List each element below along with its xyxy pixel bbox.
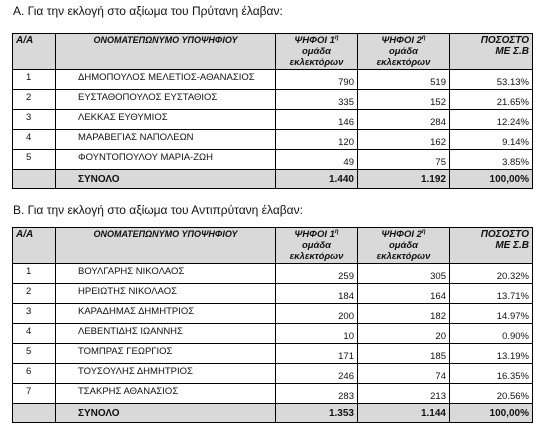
total-votes-group-1: 1.440 <box>276 170 358 189</box>
votes-group-2: 152 <box>358 90 450 110</box>
total-row <box>13 170 533 189</box>
header-votes-group-2: ΨΗΦΟΙ $2^\eta$ ομάδα εκλεκτόρων <box>358 228 450 264</box>
row-number: 1 <box>13 70 56 90</box>
percentage: 9.14% <box>450 130 533 150</box>
votes-group-1: 49 <box>276 150 358 170</box>
percentage: 14.97% <box>450 304 533 324</box>
percentage: 53.13% <box>450 70 533 90</box>
candidate-name: ΚΑΡΑΔΗΜΑΣ ΔΗΜΗΤΡΙΟΣ <box>56 304 276 324</box>
total-percentage: 100,00% <box>450 404 533 423</box>
candidate-name: ΗΡΕΙΩΤΗΣ ΝΙΚΟΛΑΟΣ <box>56 284 276 304</box>
row-number: 2 <box>13 90 56 110</box>
header-aa: Α/Α <box>13 228 56 264</box>
row-number: 2 <box>13 284 56 304</box>
header-candidate-name: ΟΝΟΜΑΤΕΠΩΝΥΜΟ ΥΠΟΨΗΦΙΟΥ <box>56 34 276 70</box>
percentage: 13.19% <box>450 344 533 364</box>
candidate-name: ΤΟΥΣΟΥΛΗΣ ΔΗΜΗΤΡΙΟΣ <box>56 364 276 384</box>
row-number: 5 <box>13 150 56 170</box>
votes-group-1: 790 <box>276 70 358 90</box>
row-number: 3 <box>13 110 56 130</box>
table-row <box>13 344 533 364</box>
total-blank-cell <box>13 170 56 189</box>
table-header-row <box>13 228 533 264</box>
percentage: 12.24% <box>450 110 533 130</box>
votes-group-1: 283 <box>276 384 358 404</box>
candidate-name: ΔΗΜΟΠΟΥΛΟΣ ΜΕΛΕΤΙΟΣ-ΑΘΑΝΑΣΙΟΣ <box>56 70 276 90</box>
section-b-title: Β. Για την εκλογή στο αξίωμα του Αντιπρύτανη έλαβαν: <box>13 203 303 217</box>
header-percentage: ΠΟΣΟΣΤΟ ΜΕ Σ.Β <box>450 34 533 70</box>
votes-group-2: 182 <box>358 304 450 324</box>
percentage: 21.65% <box>450 90 533 110</box>
row-number: 4 <box>13 324 56 344</box>
votes-group-1: 200 <box>276 304 358 324</box>
table-row <box>13 364 533 384</box>
candidate-name: ΜΑΡΑΒΕΓΙΑΣ ΝΑΠΟΛΕΩΝ <box>56 130 276 150</box>
votes-group-2: 75 <box>358 150 450 170</box>
percentage: 0.90% <box>450 324 533 344</box>
header-votes-group-2: ΨΗΦΟΙ $2^\eta$ ομάδα εκλεκτόρων <box>358 34 450 70</box>
table-row <box>13 110 533 130</box>
total-label: ΣΥΝΟΛΟ <box>56 404 276 423</box>
row-number: 6 <box>13 364 56 384</box>
total-label: ΣΥΝΟΛΟ <box>56 170 276 189</box>
rector-results-table <box>12 33 533 189</box>
table-row <box>13 324 533 344</box>
section-a-title: Α. Για την εκλογή στο αξίωμα του Πρύτανη έλαβαν: <box>13 4 283 18</box>
table-row <box>13 150 533 170</box>
total-votes-group-1: 1.353 <box>276 404 358 423</box>
table-row <box>13 264 533 284</box>
percentage: 20.32% <box>450 264 533 284</box>
candidate-name: ΒΟΥΛΓΑΡΗΣ ΝΙΚΟΛΑΟΣ <box>56 264 276 284</box>
header-candidate-name: ΟΝΟΜΑΤΕΠΩΝΥΜΟ ΥΠΟΨΗΦΙΟΥ <box>56 228 276 264</box>
candidate-name: ΕΥΣΤΑΘΟΠΟΥΛΟΣ ΕΥΣΤΑΘΙΟΣ <box>56 90 276 110</box>
row-number: 5 <box>13 344 56 364</box>
header-percentage: ΠΟΣΟΣΤΟ ΜΕ Σ.Β <box>450 228 533 264</box>
votes-group-2: 74 <box>358 364 450 384</box>
votes-group-1: 120 <box>276 130 358 150</box>
header-aa: Α/Α <box>13 34 56 70</box>
candidate-name: ΤΟΜΠΡΑΣ ΓΕΩΡΓΙΟΣ <box>56 344 276 364</box>
total-votes-group-2: 1.144 <box>358 404 450 423</box>
votes-group-1: 184 <box>276 284 358 304</box>
header-votes-group-1: ΨΗΦΟΙ $1^\eta$ ομάδα εκλεκτόρων <box>276 34 358 70</box>
table-row <box>13 384 533 404</box>
votes-group-2: 519 <box>358 70 450 90</box>
votes-group-1: 10 <box>276 324 358 344</box>
votes-group-2: 284 <box>358 110 450 130</box>
votes-group-1: 171 <box>276 344 358 364</box>
votes-group-2: 213 <box>358 384 450 404</box>
row-number: 3 <box>13 304 56 324</box>
votes-group-1: 246 <box>276 364 358 384</box>
table-row <box>13 90 533 110</box>
total-votes-group-2: 1.192 <box>358 170 450 189</box>
table-row <box>13 130 533 150</box>
percentage: 13.71% <box>450 284 533 304</box>
votes-group-2: 185 <box>358 344 450 364</box>
table-header-row <box>13 34 533 70</box>
percentage: 16.35% <box>450 364 533 384</box>
total-percentage: 100,00% <box>450 170 533 189</box>
votes-group-2: 162 <box>358 130 450 150</box>
table-row <box>13 70 533 90</box>
votes-group-2: 305 <box>358 264 450 284</box>
row-number: 7 <box>13 384 56 404</box>
votes-group-1: 146 <box>276 110 358 130</box>
votes-group-2: 164 <box>358 284 450 304</box>
row-number: 4 <box>13 130 56 150</box>
candidate-name: ΦΟΥΝΤΟΠΟΥΛΟΥ ΜΑΡΙΑ-ΖΩΗ <box>56 150 276 170</box>
header-votes-group-1: ΨΗΦΟΙ $1^\eta$ ομάδα εκλεκτόρων <box>276 228 358 264</box>
table-row <box>13 284 533 304</box>
votes-group-2: 20 <box>358 324 450 344</box>
row-number: 1 <box>13 264 56 284</box>
total-blank-cell <box>13 404 56 423</box>
candidate-name: ΤΣΑΚΡΗΣ ΑΘΑΝΑΣΙΟΣ <box>56 384 276 404</box>
percentage: 20.56% <box>450 384 533 404</box>
total-row <box>13 404 533 423</box>
vice-rector-results-table <box>12 227 533 423</box>
votes-group-1: 335 <box>276 90 358 110</box>
candidate-name: ΛΕΚΚΑΣ ΕΥΘΥΜΙΟΣ <box>56 110 276 130</box>
candidate-name: ΛΕΒΕΝΤΙΔΗΣ ΙΩΑΝΝΗΣ <box>56 324 276 344</box>
percentage: 3.85% <box>450 150 533 170</box>
table-row <box>13 304 533 324</box>
votes-group-1: 259 <box>276 264 358 284</box>
